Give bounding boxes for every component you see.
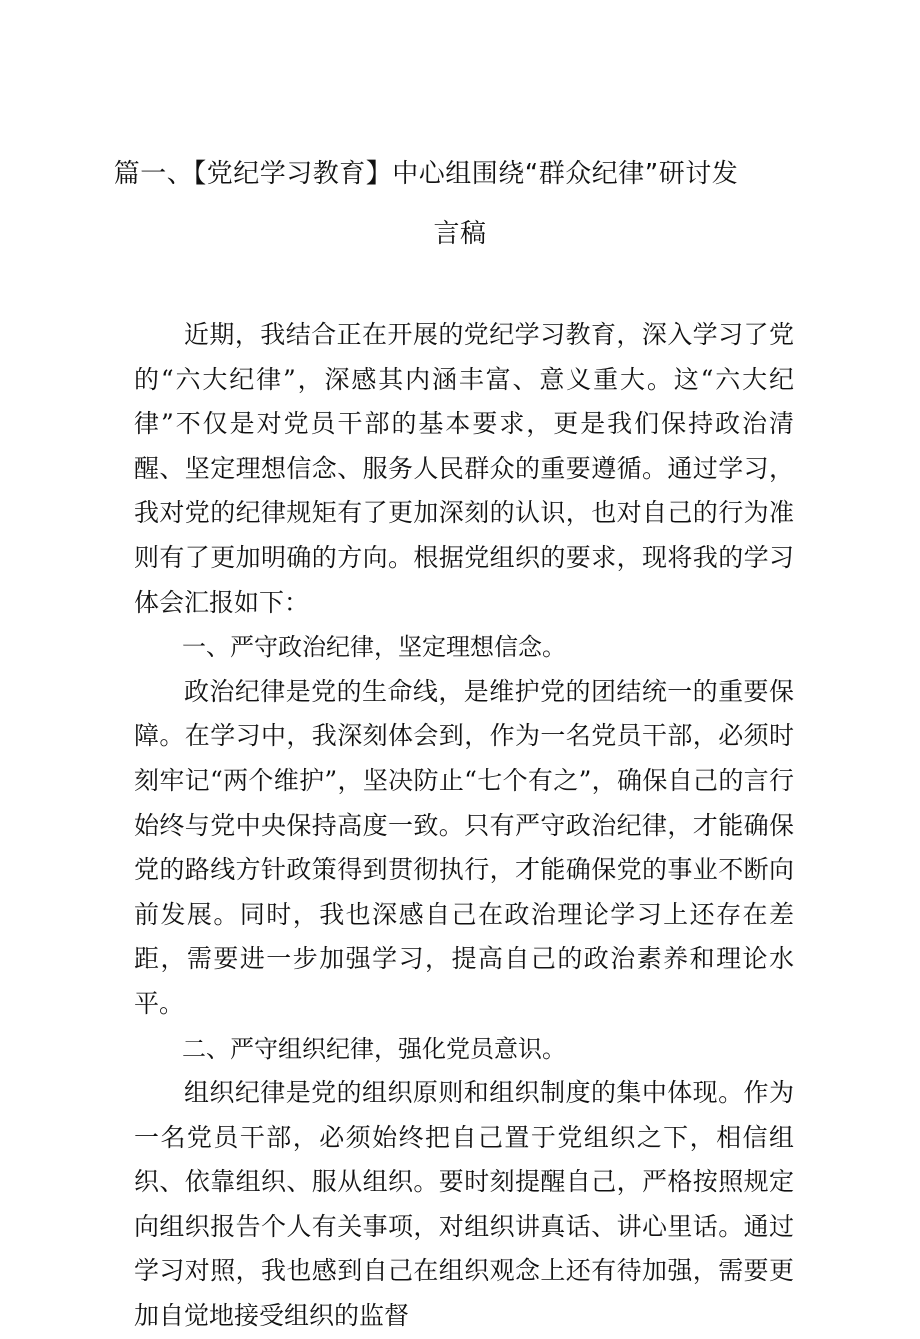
document-title-line-2: 言稿 bbox=[433, 219, 487, 249]
section-heading-political-discipline: 一、严守政治纪律，坚定理想信念。 bbox=[182, 633, 566, 662]
organizational-discipline-paragraph: 组织纪律是党的组织原则和组织制度的集中体现。作为一名党员干部，必须始终把自己置于党组织之下，相信组织、依靠组织、服从组织。要时刻提醒自己，严格按照规定向组织报告个人有关事项，对组织讲真话、讲心里话。通过学习对照，我也感到自己在组织观念上还有待加强，需要更加自觉地接受组织的监督 bbox=[134, 1078, 794, 1331]
intro-paragraph: 近期，我结合正在开展的党纪学习教育，深入学习了党的“六大纪律”，深感其内涵丰富、意义重大。这“六大纪律”不仅是对党员干部的基本要求，更是我们保持政治清醒、坚定理想信念、服务人民群众的重要遵循。通过学习，我对党的纪律规矩有了更加深刻的认识，也对自己的行为准则有了更加明确的方向。根据党组织的要求，现将我的学习体会汇报如下： bbox=[134, 320, 794, 617]
section-heading-organizational-discipline: 二、严守组织纪律，强化党员意识。 bbox=[182, 1034, 566, 1063]
document-title-line-1: 篇一、【党纪学习教育】中心组围绕“群众纪律”研讨发 bbox=[113, 159, 739, 189]
political-discipline-paragraph: 政治纪律是党的生命线，是维护党的团结统一的重要保障。在学习中，我深刻体会到，作为一名党员干部，必须时刻牢记“两个维护”，坚决防止“七个有之”，确保自己的言行始终与党中央保持高度一致。只有严守政治纪律，才能确保党的路线方针政策得到贯彻执行，才能确保党的事业不断向前发展。同时，我也深感自己在政治理论学习上还存在差距，需要进一步加强学习，提高自己的政治素养和理论水平。 bbox=[134, 676, 794, 1018]
document-body bbox=[134, 313, 794, 1339]
